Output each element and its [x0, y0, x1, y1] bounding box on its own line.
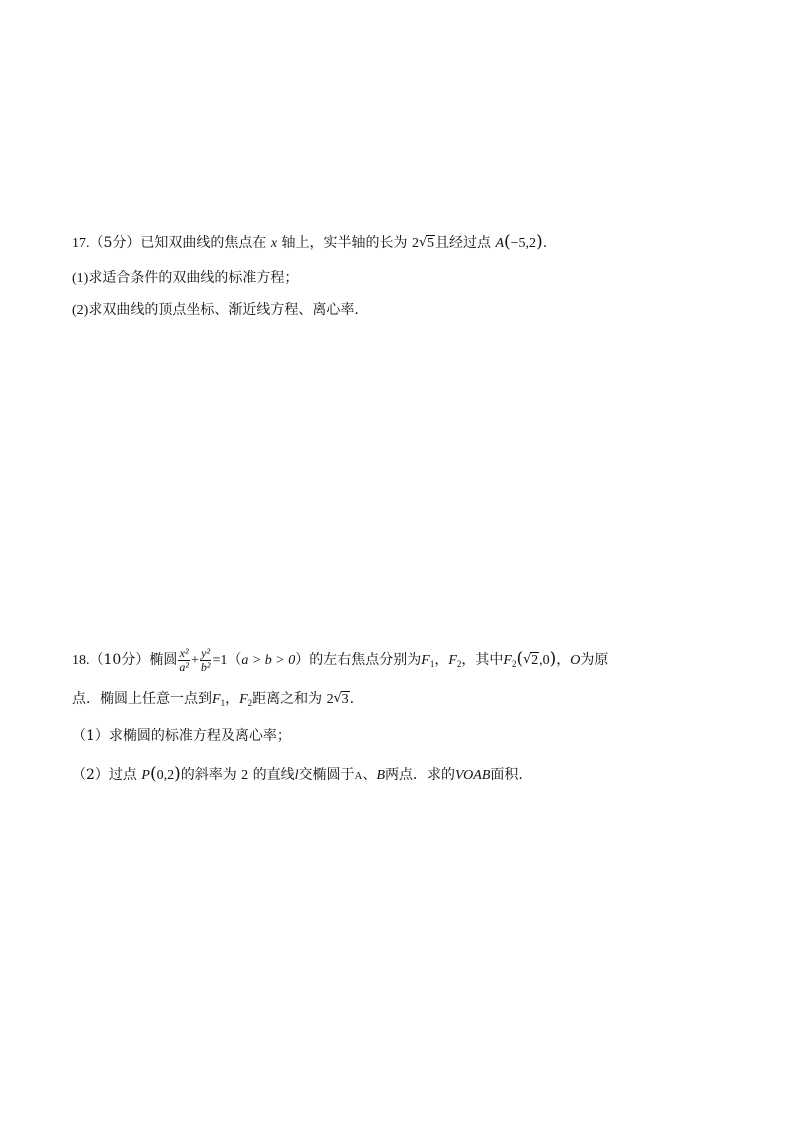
- q18-f2-paren-close: ): [549, 649, 557, 669]
- q18-f2-sub: 2: [456, 659, 462, 669]
- q17-part1-label: (1): [72, 271, 89, 286]
- q18-f1: F: [421, 653, 430, 668]
- q17-point-name: A: [495, 236, 505, 251]
- q18-line2: [72, 689, 354, 710]
- q18-f2-paren-open: (: [516, 649, 524, 669]
- q18-cond-close: ）: [295, 652, 310, 668]
- q18-part2-e: 两点．求的: [385, 767, 456, 783]
- q17-period: .: [542, 235, 548, 251]
- q18-part2-label: （2）: [72, 767, 109, 783]
- q18-frac-y: [200, 647, 212, 674]
- q18-plus: +: [190, 653, 199, 668]
- q17-paren-open: (: [504, 232, 511, 252]
- q18-frac2-num: y²: [201, 645, 211, 660]
- q18-origin: O: [570, 653, 581, 668]
- q18-tri: VOAB: [455, 768, 491, 783]
- q17-part2: [72, 300, 359, 321]
- q17-stem-a: 已知双曲线的焦点在: [140, 235, 267, 251]
- q17-part2-label: (2): [72, 303, 89, 318]
- q17-stem: [72, 232, 547, 254]
- q18-part2-f: 面积.: [490, 767, 523, 783]
- q18-frac2-den: b²: [200, 659, 211, 674]
- q18-comma1: ，: [434, 652, 449, 668]
- q18-comma3: ，: [556, 652, 571, 668]
- q17-part1: [72, 268, 298, 289]
- q18-condition: a > b > 0: [241, 653, 296, 668]
- q18-number: 18.: [72, 653, 90, 668]
- q18-f2b: F: [503, 653, 512, 668]
- q18-f2-root: 2: [531, 653, 539, 668]
- q18-slope: 2: [241, 768, 249, 783]
- q17-part2-text: 求双曲线的顶点坐标、渐近线方程、离心率.: [88, 302, 359, 318]
- q18-coef: 2: [326, 692, 334, 707]
- q17-paren-close: ): [536, 232, 543, 252]
- q17-var-x: x: [270, 236, 278, 251]
- q18-p: P: [141, 768, 150, 783]
- q18-stem: [72, 646, 608, 674]
- q18-f2-sqrt: [523, 648, 539, 674]
- q17-root: 5: [427, 236, 434, 251]
- q18-frac1-den: a²: [179, 659, 189, 674]
- q17-number: 17.: [72, 236, 90, 251]
- q18-line2-b: 距离之和为: [252, 691, 323, 707]
- q18-stem-d: 为原: [580, 652, 609, 668]
- q18-frac1-num: x²: [179, 645, 189, 660]
- q18-line-l: l: [294, 768, 299, 783]
- q18-pt-a: A: [354, 770, 363, 782]
- q18-cond-open: （: [227, 652, 242, 668]
- q17-coords: −5,2: [510, 236, 537, 251]
- q18-p-paren-close: ): [174, 764, 181, 784]
- q18-comma2: ，: [461, 652, 476, 668]
- q18-p-coords: 0,2: [156, 768, 175, 783]
- q18-p-paren-open: (: [149, 764, 157, 784]
- q18-frac-x: [178, 647, 190, 674]
- q18-f2-rest: ,0: [539, 653, 550, 668]
- q18-l2-f1: F: [212, 692, 221, 707]
- q18-part2-a: 过点: [108, 767, 137, 783]
- q18-part1-text: 求椭圆的标准方程及离心率；: [108, 728, 291, 744]
- q17-stem-b: 轴上，实半轴的长为: [281, 235, 408, 251]
- q18-f1-sub: 1: [429, 659, 435, 669]
- q18-equals: =1: [212, 653, 228, 668]
- q18-part2-c: 的直线: [252, 767, 295, 783]
- q18-part2-b: 的斜率为: [180, 767, 237, 783]
- q18-part2-d: 交椭圆于: [298, 767, 355, 783]
- q18-period: .: [349, 691, 355, 707]
- q18-pt-b: B: [376, 768, 386, 783]
- q18-l2-f2: F: [239, 692, 248, 707]
- q17-stem-c: 且经过点: [435, 235, 491, 251]
- q17-part1-text: 求适合条件的双曲线的标准方程；: [88, 270, 299, 286]
- q17-coef: 2: [412, 236, 419, 251]
- q17-sqrt: [419, 234, 435, 254]
- q18-part2: [72, 764, 523, 786]
- q18-line2-a: 点．椭圆上任意一点到: [72, 691, 212, 707]
- q17-points: （5分）: [89, 235, 141, 251]
- q18-sep: 、: [362, 767, 377, 783]
- q18-f2: F: [448, 653, 457, 668]
- q18-stem-c: 其中: [475, 652, 504, 668]
- q18-points: （10分）: [89, 652, 150, 668]
- q18-stem-a: 椭圆: [149, 652, 178, 668]
- q18-part1-label: （1）: [72, 728, 109, 744]
- q18-part1: [72, 726, 291, 746]
- q18-root: 3: [341, 692, 349, 707]
- q18-stem-b: 的左右焦点分别为: [309, 652, 422, 668]
- q18-sqrt: [334, 690, 350, 710]
- q18-l2-f2-sub: 2: [247, 698, 253, 708]
- q18-l2-comma: ，: [225, 691, 240, 707]
- q18-f2b-sub: 2: [511, 659, 517, 669]
- q18-l2-f1-sub: 1: [220, 698, 226, 708]
